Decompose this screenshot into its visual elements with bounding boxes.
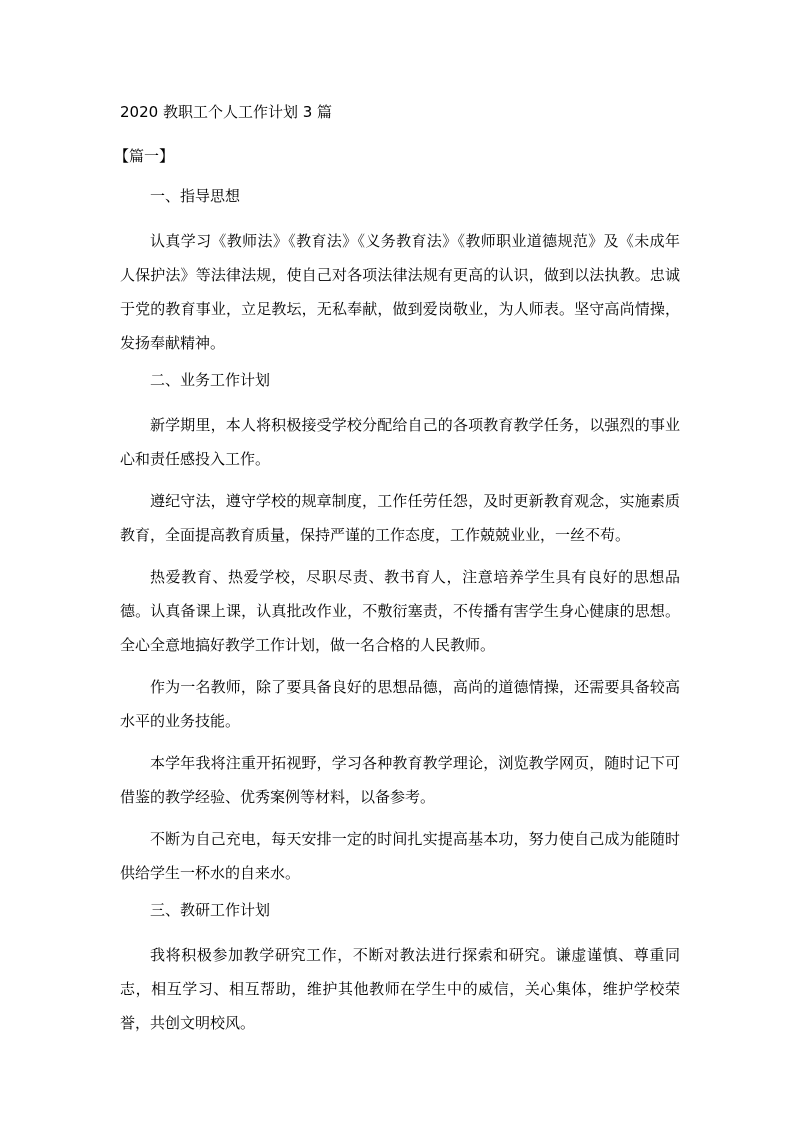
section-mark: 【篇一】 — [114, 147, 175, 165]
document-content — [114, 100, 680, 1048]
heading-guiding-ideology: 一、指导思想 — [150, 187, 241, 205]
document-title: 2020 教职工个人工作计划 3 篇 — [120, 103, 333, 121]
paragraph: 我将积极参加教学研究工作，不断对教法进行探索和研究。谦虚谨慎、尊重同志，相互学习、相互帮助，维护其他教师在学生中的威信，关心集体，维护学校荣誉，共创文明校风。 — [120, 946, 680, 1032]
paragraph: 作为一名教师，除了要具备良好的思想品德，高尚的道德情操，还需要具备较高水平的业务技能。 — [120, 678, 680, 730]
paragraph: 不断为自己充电，每天安排一定的时间扎实提高基本功，努力使自己成为能随时供给学生一杯水的自来水。 — [120, 830, 680, 882]
paragraph: 遵纪守法，遵守学校的规章制度，工作任劳任怨，及时更新教育观念，实施素质教育，全面提高教育质量，保持严谨的工作态度，工作兢兢业业，一丝不苟。 — [120, 492, 680, 544]
paragraph: 本学年我将注重开拓视野，学习各种教育教学理论，浏览教学网页，随时记下可借鉴的教学经验、优秀案例等材料，以备参考。 — [120, 754, 680, 806]
paragraph: 热爱教育、热爱学校，尽职尽责、教书育人，注意培养学生具有良好的思想品德。认真备课上课，认真批改作业，不敷衍塞责，不传播有害学生身心健康的思想。全心全意地搞好教学工作计划，做一名合格的人民教师。 — [120, 568, 680, 654]
paragraph: 新学期里，本人将积极接受学校分配给自己的各项教育教学任务，以强烈的事业心和责任感投入工作。 — [120, 416, 680, 468]
heading-research-plan: 三、教研工作计划 — [150, 901, 271, 919]
paragraph: 认真学习《教师法》《教育法》《义务教育法》《教师职业道德规范》及《未成年人保护法》等法律法规，使自己对各项法律法规有更高的认识，做到以法执教。忠诚于党的教育事业，立足教坛，无私奉献，做到爱岗敬业，为人师表。坚守高尚情操，发扬奉献精神。 — [120, 232, 680, 352]
heading-business-plan: 二、业务工作计划 — [150, 371, 271, 389]
